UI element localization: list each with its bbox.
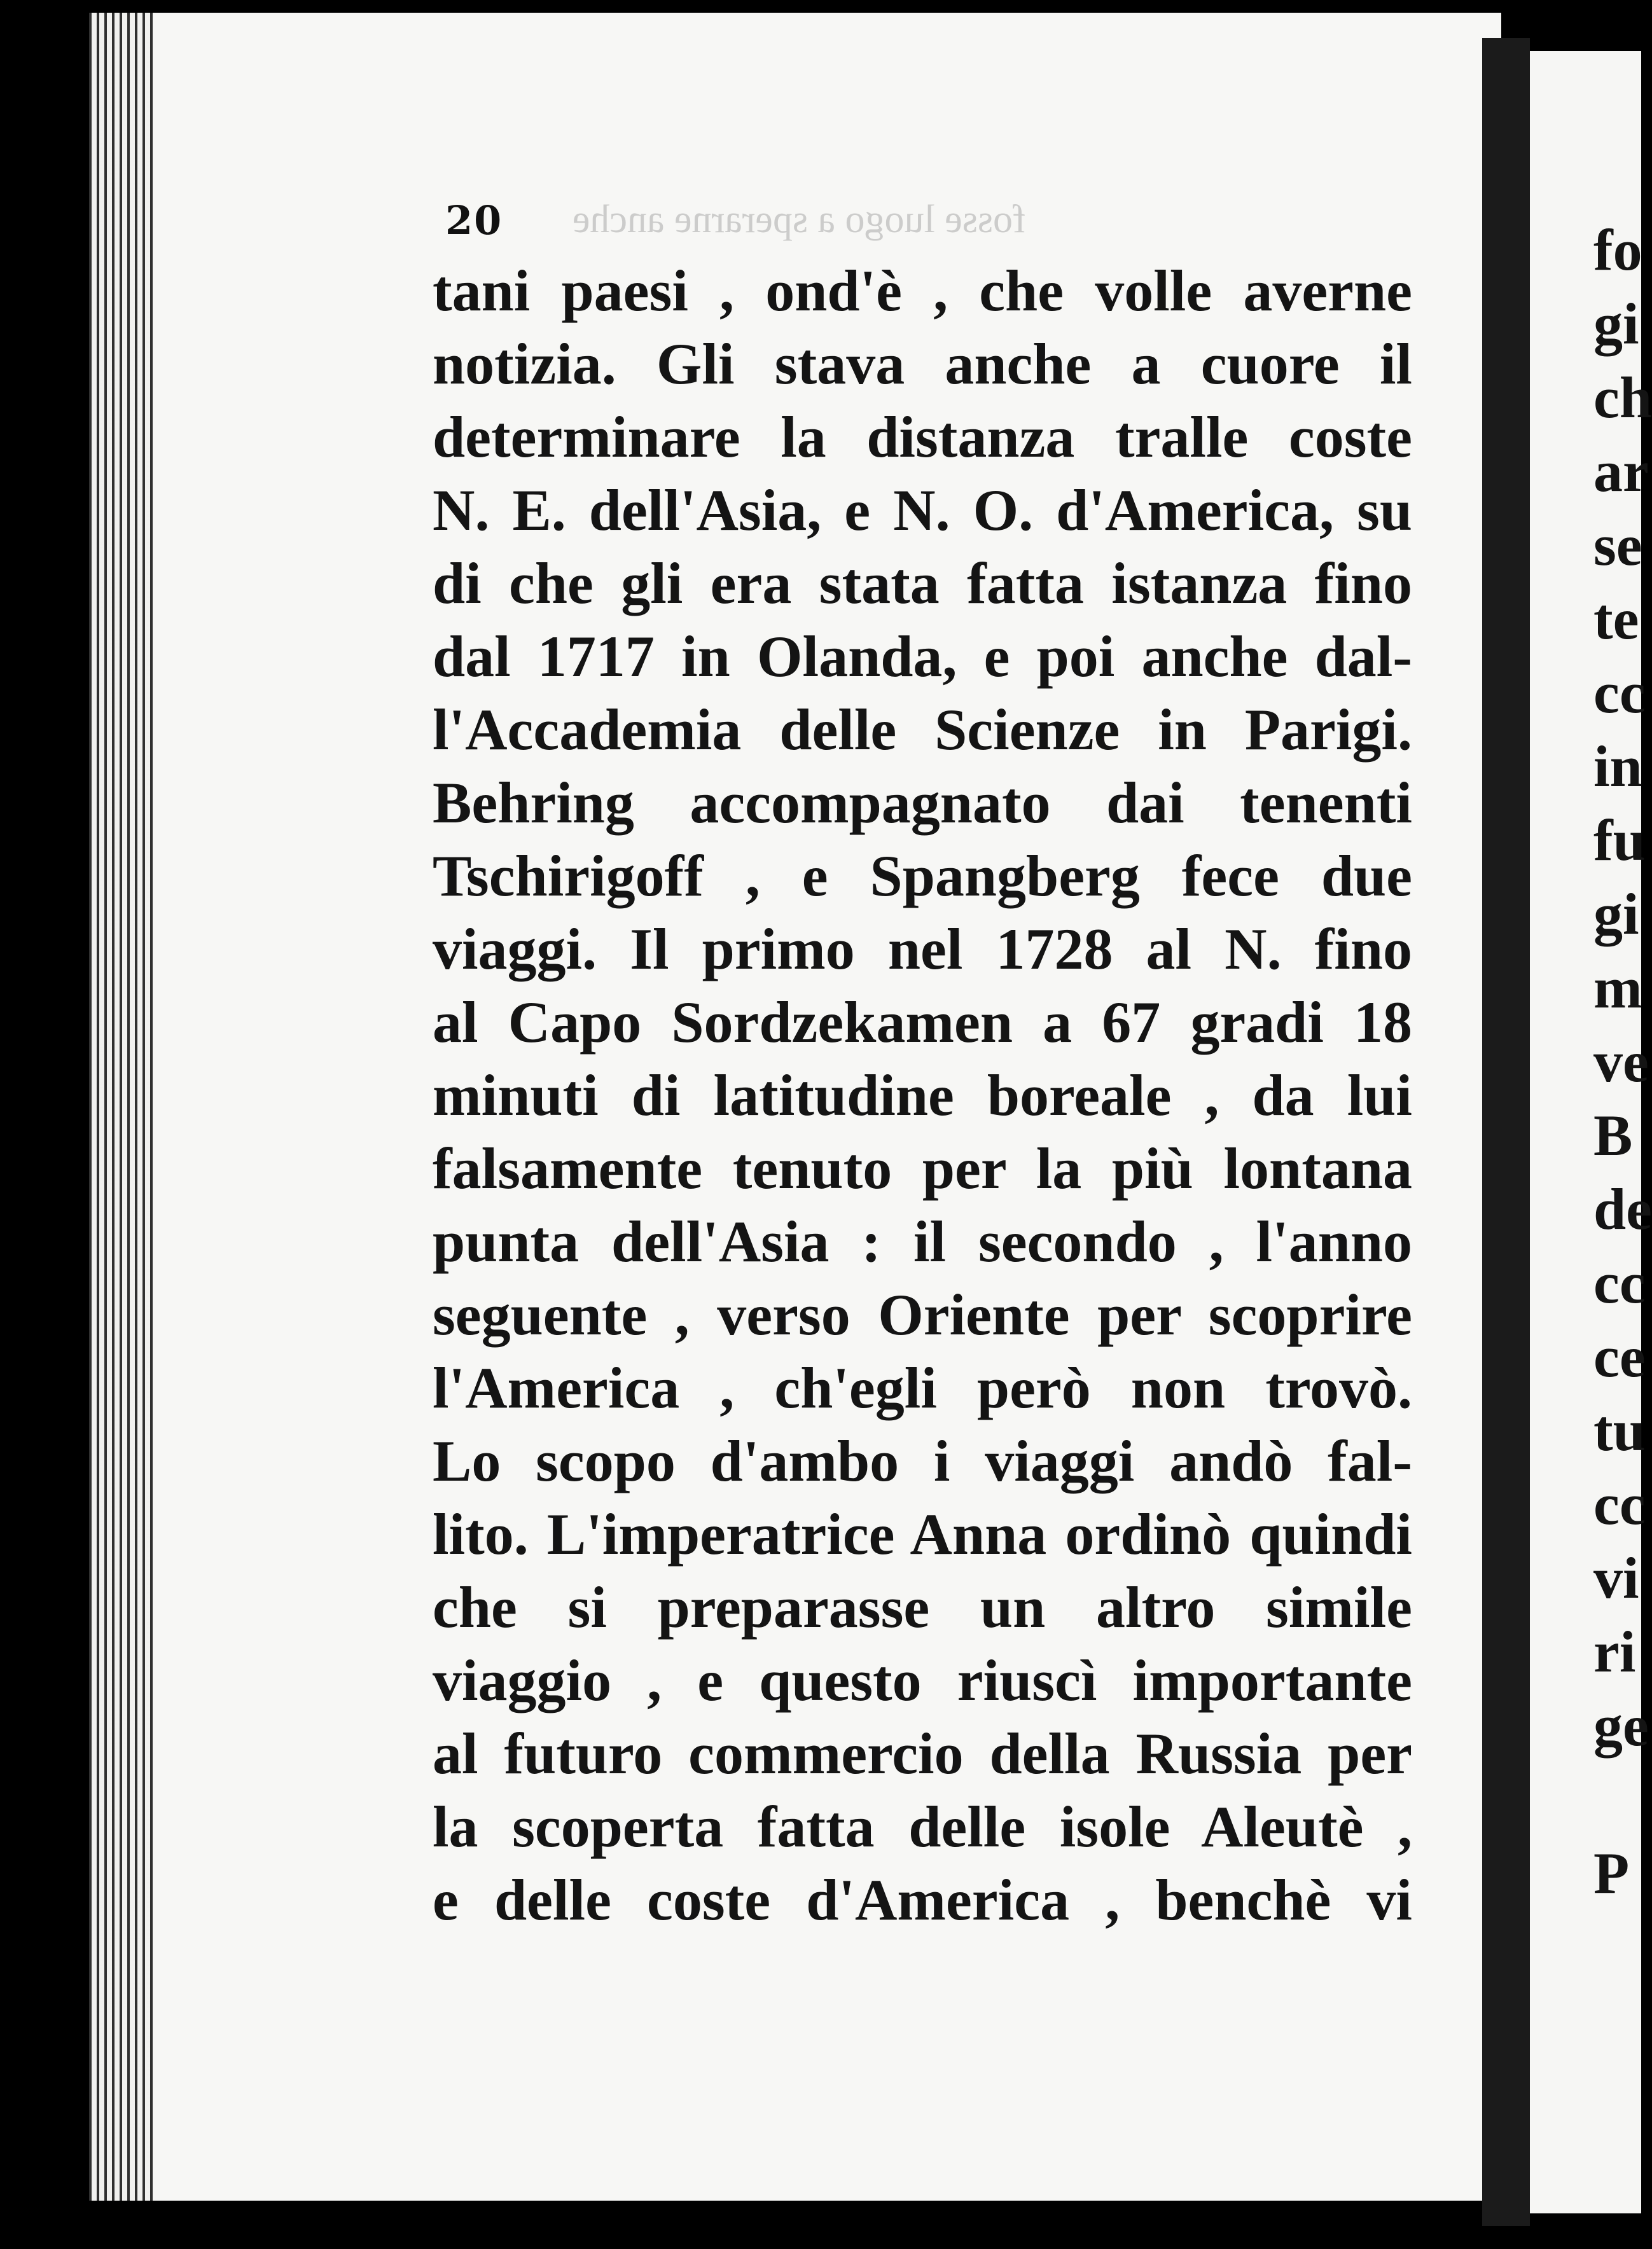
facing-page-fragment: ri	[1593, 1619, 1636, 1684]
text-line: la scoperta fatta delle isole Aleutè ,	[433, 1794, 1412, 1859]
facing-page-fragment: cc	[1593, 660, 1646, 725]
facing-page-fragment: ve	[1593, 1029, 1649, 1094]
facing-page-fragment: ce	[1593, 1324, 1646, 1389]
text-line: falsamente tenuto per la più lontana	[433, 1136, 1412, 1201]
facing-page-fragment: gi	[1593, 882, 1639, 946]
text-line: viaggi. Il primo nel 1728 al N. fino	[433, 917, 1412, 981]
facing-page-fragment: de	[1593, 1177, 1652, 1242]
facing-page-fragment: cc	[1593, 1472, 1646, 1537]
facing-page-fragment: vi	[1593, 1546, 1639, 1610]
text-line: punta dell'Asia : il secondo , l'anno	[433, 1209, 1412, 1274]
text-line: al futuro commercio della Russia per	[433, 1721, 1412, 1786]
text-line: e delle coste d'America , benchè vi	[433, 1867, 1412, 1932]
facing-page-fragment: fo	[1593, 218, 1642, 282]
facing-page-fragment: B	[1593, 1103, 1633, 1168]
facing-page-fragment: te	[1593, 586, 1639, 651]
facing-page-fragment: fu	[1593, 808, 1646, 873]
facing-page-fragment: ch	[1593, 365, 1652, 430]
text-line: dal 1717 in Olanda, e poi anche dal-	[433, 624, 1412, 689]
text-line: Lo scopo d'ambo i viaggi andò fal-	[433, 1429, 1412, 1493]
text-line: Tschirigoff , e Spangberg fece due	[433, 843, 1412, 908]
text-line: di che gli era stata fatta istanza fino	[433, 551, 1412, 616]
bleed-through-text: fosse luogo a sperarne anche	[573, 198, 1026, 241]
facing-page-fragment: cc	[1593, 1250, 1646, 1315]
page-edges	[89, 13, 153, 2201]
facing-page-text	[1593, 216, 1652, 1939]
book-spine-shadow	[1482, 38, 1530, 2226]
text-line: l'Accademia delle Scienze in Parigi.	[433, 697, 1412, 762]
facing-page-fragment: m	[1593, 955, 1642, 1020]
text-line: al Capo Sordzekamen a 67 gradi 18	[433, 990, 1412, 1055]
text-line: notizia. Gli stava anche a cuore il	[433, 331, 1412, 396]
text-line: Behring accompagnato dai tenenti	[433, 770, 1412, 835]
facing-page-fragment: se	[1593, 513, 1642, 578]
text-line: viaggio , e questo riuscì importante	[433, 1648, 1412, 1713]
text-line: N. E. dell'Asia, e N. O. d'America, su	[433, 478, 1412, 543]
page-number: 20	[445, 197, 503, 244]
text-line: minuti di latitudine boreale , da lui	[433, 1063, 1412, 1128]
text-line: l'America , ch'egli però non trovò.	[433, 1355, 1412, 1420]
page-text-block	[433, 254, 1412, 1937]
facing-page-fragment: ar	[1593, 439, 1649, 504]
text-line: lito. L'imperatrice Anna ordinò quindi	[433, 1502, 1412, 1567]
text-line: seguente , verso Oriente per scoprire	[433, 1282, 1412, 1347]
facing-page-fragment: tu	[1593, 1398, 1646, 1463]
text-line: tani paesi , ond'è , che volle averne	[433, 258, 1412, 323]
facing-page-fragment: P	[1593, 1841, 1630, 1906]
text-line: determinare la distanza tralle coste	[433, 405, 1412, 469]
text-line: che si preparasse un altro simile	[433, 1575, 1412, 1640]
facing-page-fragment: ge	[1593, 1693, 1649, 1758]
facing-page-fragment: gi	[1593, 291, 1639, 356]
facing-page-fragment: in	[1593, 734, 1642, 799]
